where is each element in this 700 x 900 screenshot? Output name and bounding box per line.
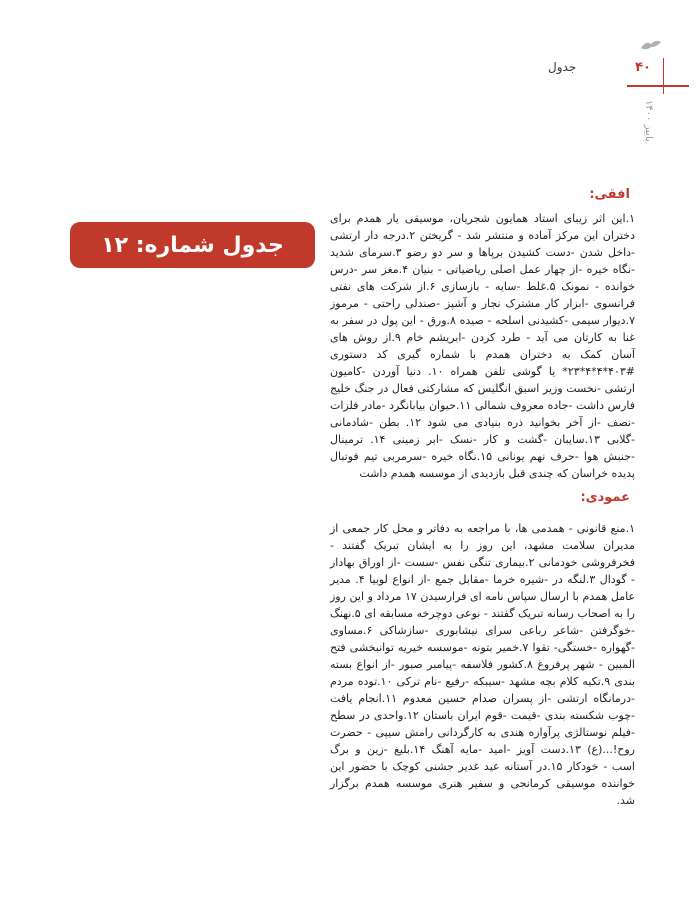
down-clues: ۱.منع قانونی - همدمی ها، با مراجعه به دفاتر و محل کار جمعی از مدیران سلامت مشهد، این روز را به ایشان تبریک گفتند - فخرفروشی خودمانی ۲.بیماری تنگی نفس -سست -از اوراق بهادار - گودال ۳.لنگه در -شیره خرما -مقابل جمع -از انواع لوبیا ۴. مدیر عامل همدم با ارسال سپاس نامه ای فرارسیدن ۱۷ مرداد و این روز را به اصحاب رسانه تبریک گفتند - نوعی دوچرخه مسابقه ای ۵.نهنگ -خوگرفتن -شاعر رباعی سرای نیشابوری -سازشاکی ۶.مساوی -گهواره -خستگی- تقوا ۷.خمیر بتونه -موسسه خیریه توانبخشی فتح المبین - شهر پرفروغ ۸.کشور فلاسفه -پیامبر صبور -از انواع بسته بندی ۹.تکیه کلام بچه مشهد -سیبکه -رفیع -نام ترکی ۱۰.توده مردم -درمانگاه ارتشی -از پسران صدام حسین معدوم ۱۱.انجام یافت -چوب شکسته بندی -قیمت -قوم ایران باستان ۱۲.واحدی در سطح -فیلم نوستالژی پرآوازه هندی به کارگردانی رامش سیپی - حضرت روح!...(ع) ۱۳.دست آویز -امید -مایه آهنگ ۱۴.بلیغ -زین و برگ اسب - خودکار ۱۵.در آستانه عید غدیر جشنی کوچک با حضور این خواننده موسیقی کرمانجی و سفیر هنری موسسه همدم برگزار شد. [330,522,636,807]
across-clues: ۱.این اثر زیبای استاد همایون شجریان، موسیقی یار همدم برای دختران این مرکز آماده و منتشر شد - گریختن ۲.درجه دار ارتشی -داخل شدن -دست کشیدن برپاها و سر دو رضو ۳.سرمای شدید -نگاه خیره -از چهار عمل اصلی ریاضیاتی - بنیان ۴.مغز سر -درس خوانده - نمونک ۵.غلط -سایه - بازسازی ۶.از شرکت های نفتی فرانسوی -ابزار کار مشترک نجار و آشپز -صندلی راحتی - مرموز ۷.دیوار سیمی -کشیدنی اسلحه - صیده ۸.ورق - این پول در سفر به غنا به کارتان می آید - طرد کردن -ابریشم خام ۹.از روش های آسان کمک به دختران همدم با شماره گیری کد دستوری #۴۰۳*۴*۴*۲۳* یا گوشی تلفن همراه ۱۰. دنیا آوردن -کامیون ارتشی -نخست وزیر اسبق انگلیس که مشارکتی فعال در جنگ خلیج فارس داشت -جاده معروف شمالی ۱۱.حیوان بیابانگرد -مادر فلزات -نصف -از آخر بخوانید ذره بنیادی می شود ۱۲. بطن -شادمانی -گلابی ۱۳.سایبان -گشت و کار -نسک -ابر زمینی ۱۴. ترمینال -جنبش هوا -حرف نهم یونانی ۱۵.نگاه خیره -سرمربی تیم فوتبال پدیده خراسان که چندی قبل بازدیدی از موسسه همدم داشت [330,212,636,480]
header-vertical-rule [663,58,664,94]
logo-icon [640,38,662,52]
puzzle-title: جدول شماره: ۱۲ [70,222,315,268]
issue-date: پاییز ۱۴۰۰ [643,100,654,142]
header-divider [627,85,689,87]
section-label: جدول [548,60,577,74]
across-heading: افقی: [589,187,630,202]
page-number: ۴۰ [635,60,651,75]
down-heading: عمودی: [580,490,630,505]
